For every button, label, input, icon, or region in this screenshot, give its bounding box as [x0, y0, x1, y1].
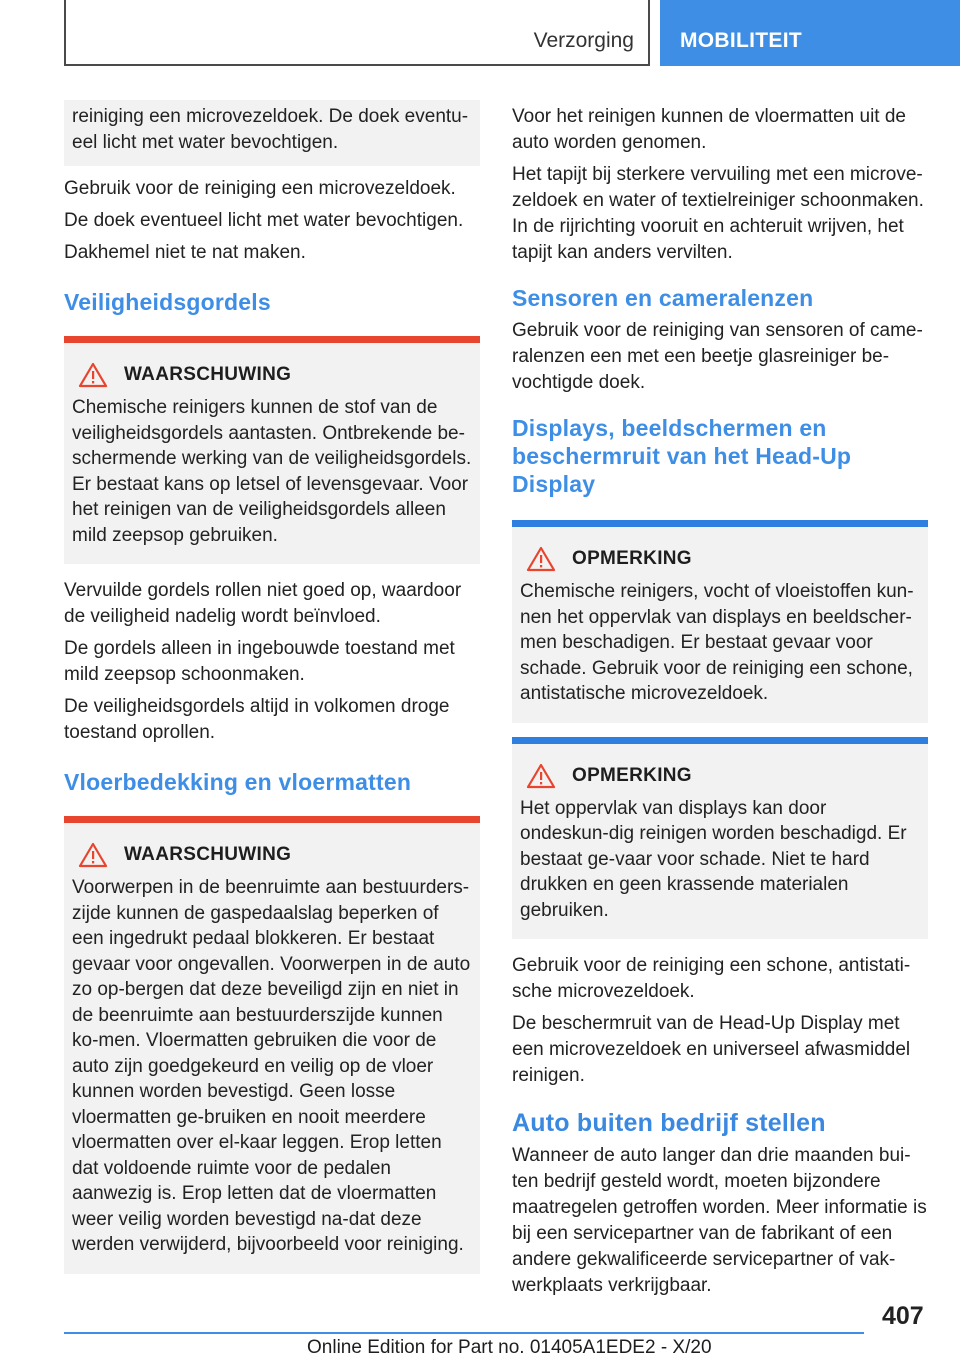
paragraph: Dakhemel niet te nat maken.	[64, 242, 306, 263]
paragraph: Gebruik voor de reiniging een schone, antistati-sche microvezeldoek.	[512, 955, 911, 1002]
right-column	[512, 104, 928, 1305]
note-box-displays-1	[512, 520, 928, 723]
warning-box-seatbelts	[64, 336, 480, 564]
footer-divider	[64, 1332, 864, 1334]
heading-floor-mats: Vloerbedekking en vloermatten	[64, 769, 412, 795]
heading-sensors: Sensoren en cameralenzen	[512, 285, 814, 311]
header-section-tab	[64, 0, 650, 66]
warning-text: Voorwerpen in de beenruimte aan bestuurders-zijde kunnen de gaspedaalslag beperken of een ingedrukt pedaal blokkeren. Er bestaat gevaar voor ongevallen. Voorwerpen in de auto zo op-bergen dat deze beveiligd zijn en niet in de beenruimte aan bestuurderszijde kunnen ko-men. Vloermatten gebruiken die voor de auto zijn goedgekeurd en veilig op de vloer kunnen worden bevestigd. Geen losse vloermatten ge-bruiken en nooit meerdere vloermatten over el-kaar leggen. Erop letten dat voldoende ruimte voor de pedalen aanwezig is. Erop letten dat de vloermatten weer veilig worden bevestigd na-dat deze werden verwijderd, bijvoorbeeld voor reiniging.	[72, 877, 471, 1255]
heading-storage: Auto buiten bedrijf stellen	[512, 1109, 826, 1137]
warning-triangle-icon	[526, 763, 556, 789]
warning-triangle-icon	[526, 546, 556, 572]
paragraph: De doek eventueel licht met water bevochtigen.	[64, 210, 464, 231]
paragraph: Gebruik voor de reiniging van sensoren of came-ralenzen een met een beetje glasreiniger be-vochtigde doek.	[512, 320, 923, 393]
continued-box	[64, 100, 480, 166]
header-chapter-label: MOBILITEIT	[680, 29, 802, 52]
warning-bar	[64, 336, 480, 343]
note-bar	[512, 737, 928, 744]
continued-text: reiniging een microvezeldoek. De doek eventu-eel licht met water bevochtigen.	[72, 106, 469, 153]
header-chapter-tab	[660, 0, 960, 66]
paragraph: De beschermruit van de Head-Up Display met een microvezeldoek en universeel afwasmiddel reinigen.	[512, 1013, 911, 1086]
paragraph: Gebruik voor de reiniging een microvezeldoek.	[64, 178, 456, 199]
page-number: 407	[882, 1302, 924, 1330]
header-section-label: Verzorging	[533, 29, 634, 52]
warning-box-floor-mats	[64, 816, 480, 1274]
note-title: OPMERKING	[572, 764, 692, 786]
note-text: Het oppervlak van displays kan door ondeskun-dig reinigen worden beschadigd. Er bestaat ge-vaar voor schade. Niet te hard drukken en geen krassende materialen gebruiken.	[520, 797, 907, 921]
note-title: OPMERKING	[572, 548, 692, 569]
warning-title: WAARSCHUWING	[124, 364, 292, 385]
paragraph: De gordels alleen in ingebouwde toestand met mild zeepsop schoonmaken.	[64, 638, 455, 685]
warning-text: Chemische reinigers kunnen de stof van de veiligheidsgordels aantasten. Ontbrekende be-schermende werking van de veiligheidsgordels. Er bestaat kans op letsel of levensgevaar. Voor het reinigen van de veiligheidsgordels alleen mild zeepsop gebruiken.	[72, 397, 472, 546]
warning-title: WAARSCHUWING	[124, 844, 292, 865]
paragraph: Vervuilde gordels rollen niet goed op, waardoor de veiligheid nadelig wordt beïnvloed.	[64, 580, 462, 627]
heading-seatbelts: Veiligheidsgordels	[64, 289, 271, 315]
warning-triangle-icon	[78, 362, 108, 388]
left-column	[64, 100, 480, 1284]
warning-bar	[64, 816, 480, 823]
heading-displays: Displays, beeldschermen en beschermruit van het Head-Up Display	[512, 415, 852, 497]
note-bar	[512, 520, 928, 527]
note-box-displays-2	[512, 737, 928, 940]
footer-edition: Online Edition for Part no. 01405A1EDE2 - X/20	[307, 1337, 712, 1358]
paragraph: Het tapijt bij sterkere vervuiling met een microve-zeldoek en water of textielreiniger schoonmaken. In de rijrichting vooruit en achteruit wrijven, het tapijt kan anders vervilten.	[512, 164, 924, 263]
paragraph: De veiligheidsgordels altijd in volkomen droge toestand oprollen.	[64, 696, 450, 743]
paragraph: Voor het reinigen kunnen de vloermatten uit de auto worden genomen.	[512, 106, 906, 153]
note-text: Chemische reinigers, vocht of vloeistoffen kun-nen het oppervlak van displays en beeldscher-men beschadigen. Er bestaat gevaar voor schade. Gebruik voor de reiniging een schone, antistatische microvezeldoek.	[520, 581, 914, 704]
paragraph: Wanneer de auto langer dan drie maanden bui-ten bedrijf gesteld wordt, moeten bijzondere maatregelen getroffen worden. Meer informatie is bij een servicepartner van de fabrikant of een andere gekwalificeerde servicepartner of vak-werkplaats verkrijgbaar.	[512, 1145, 927, 1296]
warning-triangle-icon	[78, 842, 108, 868]
